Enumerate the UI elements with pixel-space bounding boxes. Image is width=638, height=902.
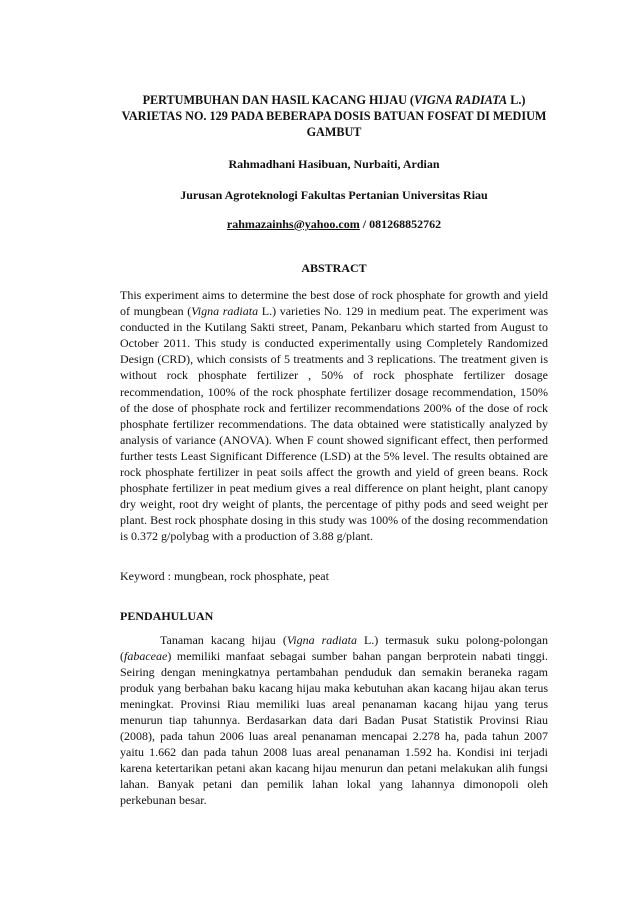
- section-heading-introduction: PENDAHULUAN: [120, 608, 214, 623]
- intro-species: Vigna radiata: [286, 632, 357, 647]
- keywords: Keyword : mungbean, rock phosphate, peat: [120, 568, 329, 583]
- introduction-paragraph: [120, 632, 548, 809]
- phone-number: / 081268852762: [359, 217, 442, 231]
- intro-text: Tanaman kacang hijau (: [160, 632, 287, 647]
- intro-text-3: ) memiliki manfaat sebagai sumber bahan pangan berprotein nabati tinggi. Seiring dengan meningkatnya pertambahan penduduk dan semakin beraneka ragam produk yang berbahan baku kacang hijau maka kebutuhan akan kacang hijau akan terus meningkat. Provinsi Riau memiliki luas areal penanaman kacang hijau yang terus menurun tiap tahunnya. Berdasarkan data dari Badan Pusat Statistik Provinsi Riau (2008), pada tahun 2006 luas areal penanaman mencapai 2.278 ha, pada tahun 2007 yaitu 1.662 dan pada tahun 2008 luas areal penanaman 1.592 ha. Kondisi ini terjadi karena ketertarikan petani akan kacang hijau menurun dan petani melakukan alih fungsi lahan. Banyak petani dan pemilik lahan lokal yang lahannya dimonopoli oleh perkebunan besar.: [120, 648, 548, 808]
- intro-text-2: L.) termasuk suku polong-polongan (: [120, 632, 548, 663]
- abstract-text-cont: L.) varieties No. 129 in medium peat. The experiment was conducted in the Kutilang Sakti street, Panam, Pekanbaru which started from August to October 2011. This study is conducted experimentally using Completely Randomized Design (CRD), which consists of 5 treatments and 3 replications. The treatment given is without rock phosphate fertilizer , 50% of rock phosphate fertilizer dosage recommendation, 100% of the rock phosphate fertilizer dosage recommendation, 150% of the dose of phosphate rock and fertilizer recommendations 200% of the dose of rock phosphate fertilizer recommendations. The data obtained were statistically analyzed by analysis of variance (ANOVA). When F count showed significant effect, then performed further tests Least Significant Difference (LSD) at the 5% level. The results obtained are rock phosphate fertilizer in peat soils affect the growth and yield of green beans. Rock phosphate fertilizer in peat medium gives a real difference on plant height, plant canopy dry weight, root dry weight of plants, the percentage of pithy pods and seed weight per plant. Best rock phosphate dosing in this study was 100% of the dosing recommendation is 0.372 g/polybag with a production of 3.88 g/plant.: [120, 304, 548, 544]
- abstract-body: [120, 287, 548, 545]
- title-species: VIGNA RADIATA: [414, 93, 508, 107]
- abstract-heading: ABSTRACT: [301, 261, 367, 275]
- title-text: PERTUMBUHAN DAN HASIL KACANG HIJAU (: [142, 93, 414, 107]
- affiliation: Jurusan Agroteknologi Fakultas Pertanian Universitas Riau: [180, 188, 488, 202]
- authors: Rahmadhani Hasibuan, Nurbaiti, Ardian: [228, 157, 440, 171]
- intro-family: fabaceae: [124, 648, 168, 663]
- abstract-text: This experiment aims to determine the best dose of rock phosphate for growth and yield of mungbean (: [120, 288, 548, 319]
- abstract-species: Vigna radiata: [191, 304, 259, 319]
- contact-line: [120, 217, 548, 232]
- paper-page: [120, 92, 548, 809]
- email-link[interactable]: rahmazainhs@yahoo.com: [226, 217, 360, 231]
- paper-title: [120, 92, 548, 140]
- title-text-end: L.) VARIETAS NO. 129 PADA BEBERAPA DOSIS BATUAN FOSFAT DI MEDIUM GAMBUT: [121, 93, 547, 139]
